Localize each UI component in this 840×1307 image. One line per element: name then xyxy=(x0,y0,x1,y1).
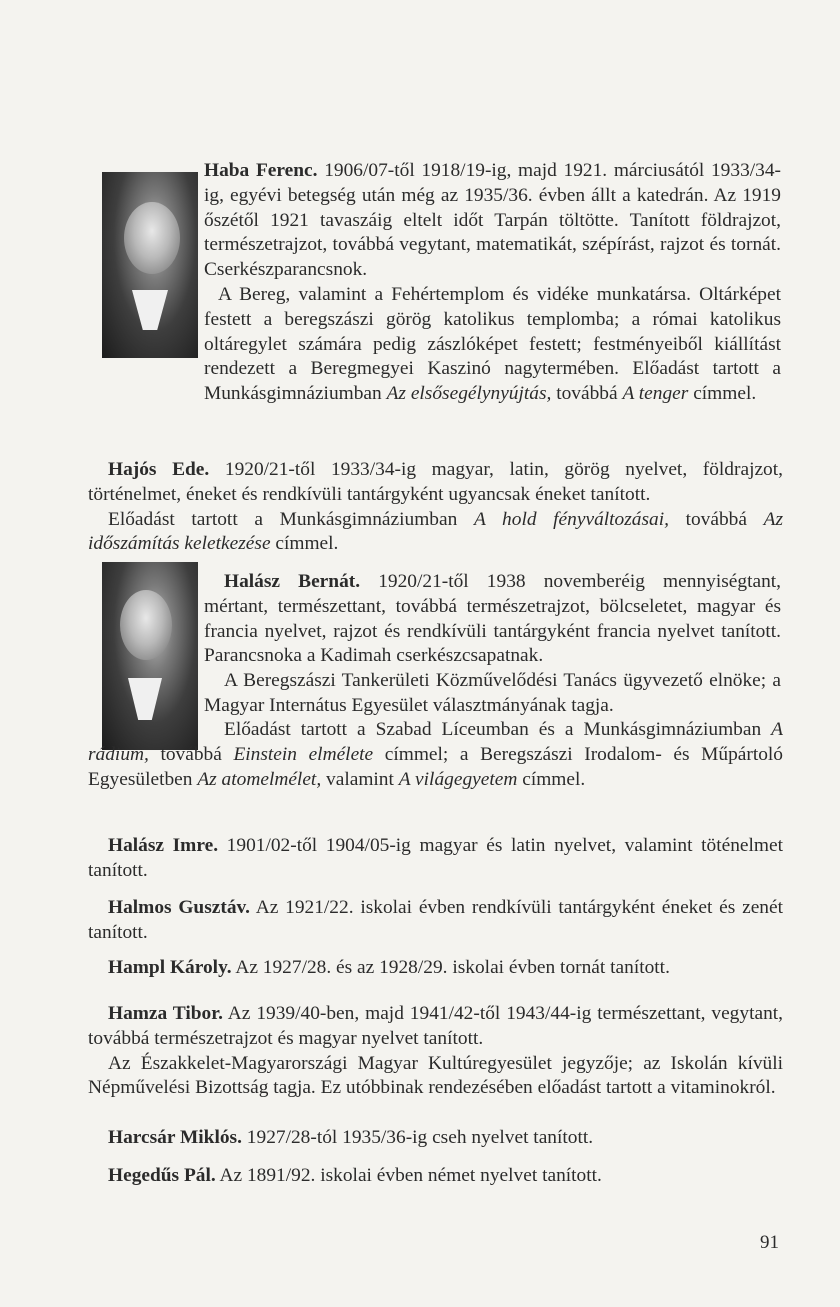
entry-name: Halmos Gusztáv. xyxy=(108,897,250,918)
entry-text: A Beregszászi Tankerületi Közművelődési Tanács ügyvezető elnöke; a Magyar Internátus Egyesület választmányának tagja. xyxy=(204,670,781,716)
entry-name: Hajós Ede. xyxy=(108,459,210,480)
entry-text: továbbá xyxy=(668,508,764,530)
entry-text: 1901/02-től 1904/05-ig magyar és latin nyelvet, valamint töténelmet tanított. xyxy=(88,835,783,881)
title-italic: Az elsősegélynyújtás, xyxy=(386,383,552,405)
title-italic: Einstein elmélete xyxy=(233,743,374,765)
entry-text: Előadást tartott a Szabad Líceumban és a Munkásgimnáziumban xyxy=(224,719,772,740)
title-italic: Az atomelmélet, xyxy=(197,768,322,790)
entry-text: címmel; a Beregszászi Irodalom- és Műpártoló Egyesületben xyxy=(88,743,783,790)
entry-name: Halász Bernát. xyxy=(224,571,361,592)
entry-halasz-imre xyxy=(88,834,783,884)
entry-text: valamint xyxy=(321,768,399,790)
entry-name: Halász Imre. xyxy=(108,835,219,856)
entry-halasz-bernat xyxy=(204,570,781,719)
entry-paragraph xyxy=(88,896,783,946)
entry-halmos-gusztav xyxy=(88,896,783,946)
entry-hamza-tibor xyxy=(88,1002,783,1101)
entry-halasz-bernat-cont xyxy=(88,718,783,792)
entry-paragraph xyxy=(88,1052,783,1102)
entry-hajos-p2 xyxy=(88,508,783,558)
entry-harcsar-miklos xyxy=(88,1126,783,1151)
entry-paragraph xyxy=(88,1164,783,1189)
entry-text: továbbá xyxy=(551,383,623,405)
entry-text: Az 1891/92. iskolai évben német nyelvet tanított. xyxy=(219,1165,602,1186)
entry-paragraph xyxy=(88,1002,783,1052)
title-italic: Az időszámítás keletkezése xyxy=(88,508,784,555)
entry-text: A Bereg, valamint a Fehértemplom és vidéke munkatársa. Oltárképet festett a beregszászi görög katolikus templomba; a római katolikus oltáregylet számára pedig zászlóképet festett; festményeiből kiállítást rendezett a Beregmegyei Kaszinó nagytermében. Előadást tartott a Munkásgimnáziumban xyxy=(204,283,781,405)
entry-halasz-bernat-p3 xyxy=(88,718,783,792)
entry-haba-p2 xyxy=(204,283,781,407)
entry-name: Hampl Károly. xyxy=(108,957,232,978)
entry-text: Az Északkelet-Magyarországi Magyar Kultúregyesület jegyzője; az Iskolán kívüli Népművelési Bizottság tagja. Ez utóbbinak rendezésében előadást tartott a vitaminokról. xyxy=(88,1052,783,1099)
entry-text: 1920/21-től 1938 novemberéig mennyiségtant, mértant, természettant, továbbá természetrajzot, bölcseletet, magyar és francia nyelvet, rajzot és rendkívüli tantárgyként francia nyelvet tanított. Parancsnoka a Kadimah cserkészcsapatnak. xyxy=(204,571,781,667)
title-italic: A tenger xyxy=(622,383,689,405)
title-italic: A hold fényváltozásai, xyxy=(473,508,669,530)
entry-name: Hamza Tibor. xyxy=(108,1003,223,1024)
entry-text: továbbá xyxy=(148,743,234,765)
entry-text: Az 1921/22. iskolai évben rendkívüli tantárgyként éneket és zenét tanított. xyxy=(88,897,783,943)
entry-paragraph xyxy=(88,1126,783,1151)
page-number: 91 xyxy=(760,1232,779,1253)
entry-hampl-karoly xyxy=(88,956,783,981)
entry-paragraph xyxy=(88,956,783,981)
entry-text: 1906/07-től 1918/19-ig, majd 1921. márciusától 1933/34-ig, egyévi betegség után még az 1935/36. évben állt a katedrán. Az 1919 őszétől 1921 tavaszáig eltelt időt Tarpán töltötte. Tanított földrajzot, természetrajzot, továbbá vegytant, matematikát, szépírást, rajzot és tornát. Cserkészparancsnok. xyxy=(204,160,781,281)
entry-text: 1920/21-től 1933/34-ig magyar, latin, görög nyelvet, földrajzot, történelmet, éneket és rendkívüli tantárgyként ugyancsak éneket tanított. xyxy=(88,459,783,505)
entry-halasz-bernat-p1 xyxy=(204,570,781,669)
entry-text: Előadást tartott a Munkásgimnáziumban xyxy=(108,508,474,530)
entry-text: 1927/28-tól 1935/36-ig cseh nyelvet tanított. xyxy=(246,1127,594,1148)
entry-hajos-p1 xyxy=(88,458,783,508)
entry-hajos-ede xyxy=(88,458,783,557)
entry-name: Harcsár Miklós. xyxy=(108,1127,242,1148)
entry-name: Hegedűs Pál. xyxy=(108,1165,216,1186)
title-italic: A világegyetem xyxy=(398,768,518,790)
entry-hegedus-pal xyxy=(88,1164,783,1189)
entry-haba-p1 xyxy=(204,159,781,283)
entry-text: címmel. xyxy=(517,768,586,790)
entry-text: címmel. xyxy=(688,383,757,405)
entry-text: Az 1939/40-ben, majd 1941/42-től 1943/44-ig természettant, vegytant, továbbá természetrajzot és magyar nyelvet tanított. xyxy=(88,1003,783,1049)
entry-text: címmel. xyxy=(270,533,339,555)
portrait-haba-ferenc xyxy=(102,172,198,358)
entry-name: Haba Ferenc. xyxy=(204,160,318,181)
title-italic: A rádium, xyxy=(88,719,783,765)
entry-paragraph xyxy=(88,834,783,884)
entry-haba-ferenc xyxy=(204,159,781,407)
entry-text: Az 1927/28. és az 1928/29. iskolai évben tornát tanított. xyxy=(235,957,670,978)
entry-halasz-bernat-p2 xyxy=(204,669,781,719)
